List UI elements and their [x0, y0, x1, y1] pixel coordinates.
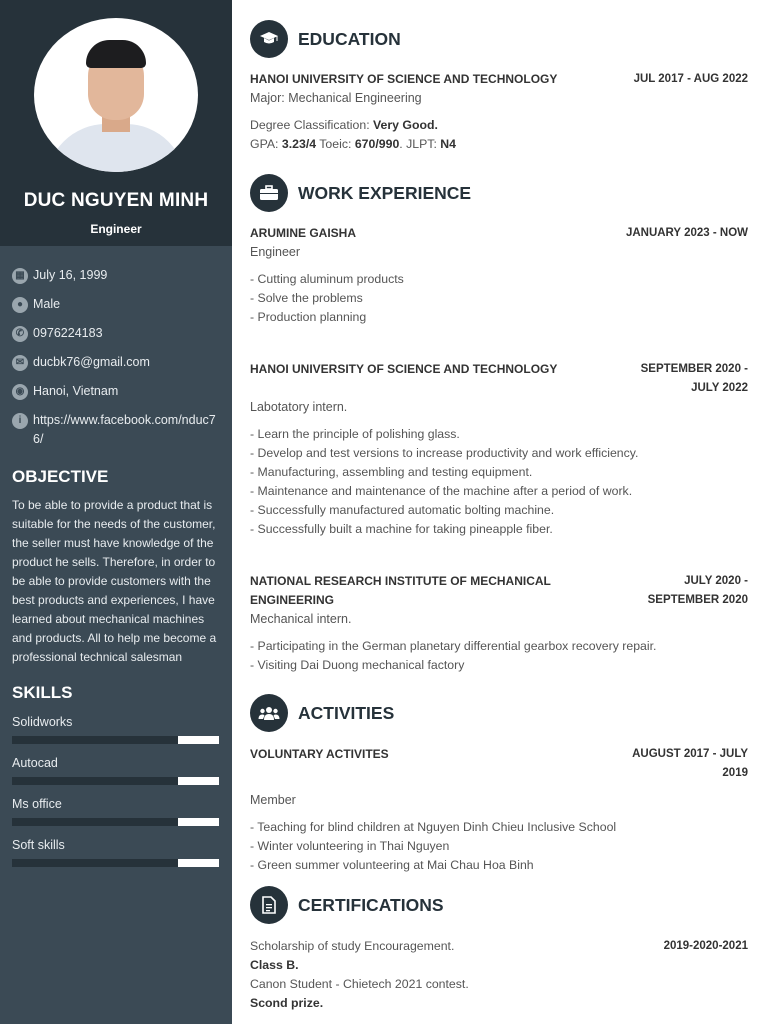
phone-icon: ✆	[12, 326, 28, 342]
info-icon: i	[12, 413, 28, 429]
activity-item: - Teaching for blind children at Nguyen Dinh Chieu Inclusive School	[250, 820, 617, 834]
education-classification: Degree Classification: Very Good.	[250, 118, 438, 132]
contact-gender: ● Male	[12, 295, 232, 314]
certification-line: Scholarship of study Encouragement.	[250, 939, 455, 953]
job-task: - Production planning	[250, 310, 367, 324]
contact-phone: ✆ 0976224183	[12, 324, 232, 343]
work-header	[250, 174, 471, 212]
job-task: - Solve the problems	[250, 291, 363, 305]
skill-item: Solidworks	[0, 715, 232, 744]
education-date: JUL 2017 - AUG 2022	[633, 73, 748, 85]
job-task: - Learn the principle of polishing glass.	[250, 427, 460, 441]
skill-bar	[12, 736, 219, 744]
job-date: SEPTEMBER 2020 - JULY 2022	[640, 363, 748, 394]
skill-item: Soft skills	[0, 838, 232, 867]
certification-line: Canon Student - Chietech 2021 contest.	[250, 977, 469, 991]
job-position: Engineer	[250, 245, 301, 259]
job-position: Mechanical intern.	[250, 612, 352, 626]
skill-item: Ms office	[0, 797, 232, 826]
certification-line: Scond prize.	[250, 996, 324, 1010]
calendar-icon: ▦	[12, 268, 28, 284]
activity-role: Member	[250, 793, 296, 807]
email-icon: ✉	[12, 355, 28, 371]
activity-item: - Green summer volunteering at Mai Chau Hoa Binh	[250, 858, 534, 872]
activity-date: AUGUST 2017 - JULY 2019	[632, 748, 748, 779]
job-task: - Manufacturing, assembling and testing equipment.	[250, 465, 533, 479]
job-position: Labotatory intern.	[250, 400, 348, 414]
objective-text: To be able to provide a product that is suitable for the needs of the customer, the seller must have knowledge of the product he sells. Therefore, in order to be able to provide customers with the best products and experiences, I have learned about mechanical machines and products. All to help me become a professional technical salesman	[12, 498, 217, 664]
certifications-header	[250, 886, 444, 924]
certification-line: Class B.	[250, 958, 299, 972]
job-org: NATIONAL RESEARCH INSTITUTE OF MECHANICAL ENGINEERING	[250, 574, 551, 607]
education-title: EDUCATION	[298, 28, 401, 49]
contact-email: ✉ ducbk76@gmail.com	[12, 353, 232, 372]
avatar	[34, 18, 198, 172]
skills-title: SKILLS	[12, 683, 73, 702]
profile-name: DUC NGUYEN MINH	[23, 190, 209, 211]
briefcase-icon	[250, 174, 288, 212]
graduation-cap-icon	[250, 20, 288, 58]
job-entry	[250, 224, 748, 327]
facebook-link[interactable]: https://www.facebook.com/nduc76/	[33, 413, 216, 446]
job-entry	[250, 360, 748, 539]
job-task: - Successfully built a machine for taking pineapple fiber.	[250, 522, 553, 536]
job-org: HANOI UNIVERSITY OF SCIENCE AND TECHNOLOGY	[250, 362, 558, 376]
contact-list	[0, 246, 232, 449]
certifications-title: CERTIFICATIONS	[298, 894, 444, 915]
document-icon	[250, 886, 288, 924]
job-task: - Cutting aluminum products	[250, 272, 404, 286]
job-task: - Successfully manufactured automatic bolting machine.	[250, 503, 555, 517]
contact-birthday: ▦ July 16, 1999	[12, 266, 232, 285]
skill-bar	[12, 777, 219, 785]
sidebar	[0, 0, 232, 1024]
job-entry	[250, 572, 748, 675]
activity-entry	[250, 745, 748, 875]
contact-facebook	[12, 411, 232, 449]
job-task: - Maintenance and maintenance of the machine after a period of work.	[250, 484, 633, 498]
job-task: - Participating in the German planetary differential gearbox recovery repair.	[250, 639, 657, 653]
group-icon	[250, 694, 288, 732]
job-date: JULY 2020 - SEPTEMBER 2020	[647, 575, 748, 606]
objective-title: OBJECTIVE	[12, 467, 109, 486]
certification-date: 2019-2020-2021	[663, 940, 748, 952]
user-icon: ●	[12, 297, 28, 313]
job-date: JANUARY 2023 - NOW	[625, 227, 748, 239]
profile-role: Engineer	[90, 222, 142, 236]
activities-header	[250, 694, 394, 732]
activity-item: - Winter volunteering in Thai Nguyen	[250, 839, 450, 853]
job-task: - Visiting Dai Duong mechanical factory	[250, 658, 465, 672]
work-title: WORK EXPERIENCE	[298, 182, 472, 203]
education-header	[250, 20, 401, 58]
skill-bar	[12, 859, 219, 867]
location-icon: ◉	[12, 384, 28, 400]
skill-item: Autocad	[0, 756, 232, 785]
activities-title: ACTIVITIES	[298, 702, 395, 723]
job-task: - Develop and test versions to increase productivity and work efficiency.	[250, 446, 639, 460]
education-scores: GPA: 3.23/4 Toeic: 670/990. JLPT: N4	[250, 137, 457, 151]
job-org: ARUMINE GAISHA	[250, 226, 357, 240]
profile-header	[0, 0, 232, 246]
activity-org: VOLUNTARY ACTIVITES	[250, 747, 389, 761]
skill-bar	[12, 818, 219, 826]
education-entry	[250, 70, 748, 154]
contact-location: ◉ Hanoi, Vietnam	[12, 382, 232, 401]
education-major: Major: Mechanical Engineering	[250, 91, 422, 105]
certification-entry	[250, 937, 748, 1013]
education-org: HANOI UNIVERSITY OF SCIENCE AND TECHNOLOGY	[250, 72, 558, 86]
